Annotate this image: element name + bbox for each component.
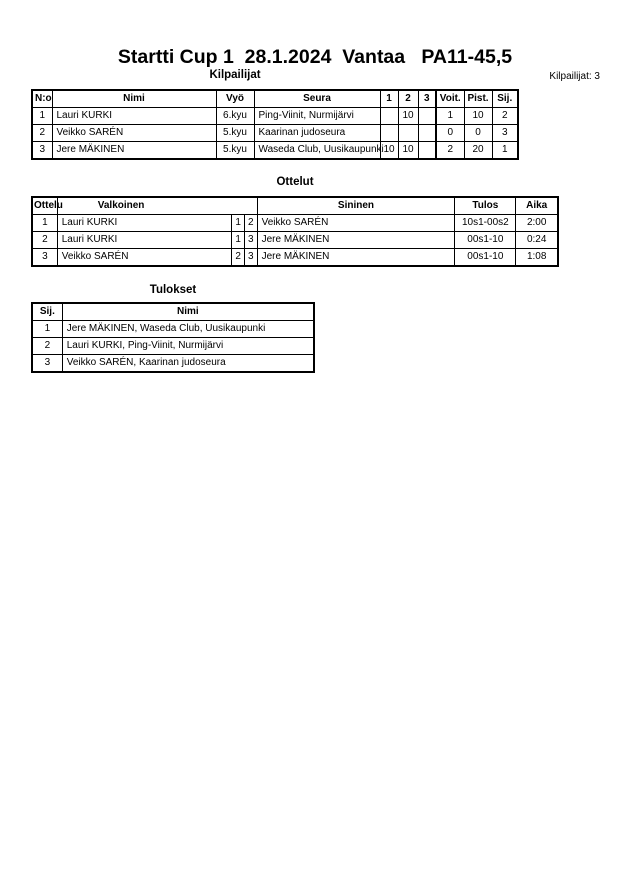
results-table	[31, 302, 315, 373]
header-name: Nimi	[62, 303, 314, 321]
header-points: Pist.	[464, 90, 492, 108]
cell-place: 2	[32, 338, 62, 355]
table-row	[32, 142, 518, 160]
cell-wins: 0	[436, 125, 464, 142]
header-match: Ottelu	[32, 197, 57, 215]
table-row	[32, 321, 314, 338]
cell-match-no: 1	[32, 215, 57, 232]
header-r3: 3	[418, 90, 436, 108]
cell-blue-no: 3	[244, 232, 257, 249]
cell-blue: Veikko SARÉN	[257, 215, 455, 232]
cell-place: 1	[32, 321, 62, 338]
cell-points: 10	[464, 108, 492, 125]
header-blue: Sininen	[257, 197, 455, 215]
table-row	[32, 215, 558, 232]
competitors-header-row	[32, 90, 518, 108]
cell-r1: 10	[380, 142, 398, 160]
cell-result: 00s1-10	[455, 232, 516, 249]
cell-place: 3	[32, 355, 62, 373]
cell-club: Waseda Club, Uusikaupunki	[254, 142, 380, 160]
cell-place: 1	[492, 142, 518, 160]
cell-time: 0:24	[516, 232, 558, 249]
cell-points: 20	[464, 142, 492, 160]
matches-header-row	[32, 197, 558, 215]
cell-name: Lauri KURKI	[52, 108, 216, 125]
header-belt: Vyö	[216, 90, 254, 108]
header-club: Seura	[254, 90, 380, 108]
cell-name: Veikko SARÉN, Kaarinan judoseura	[62, 355, 314, 373]
header-white: Valkoinen	[57, 197, 257, 215]
cell-blue: Jere MÄKINEN	[257, 249, 455, 267]
header-place: Sij.	[492, 90, 518, 108]
header-place: Sij.	[32, 303, 62, 321]
cell-r1	[380, 125, 398, 142]
table-row	[32, 108, 518, 125]
cell-result: 10s1-00s2	[455, 215, 516, 232]
header-time: Aika	[516, 197, 558, 215]
cell-wins: 2	[436, 142, 464, 160]
cell-white-no: 2	[232, 249, 245, 267]
cell-wins: 1	[436, 108, 464, 125]
cell-r2: 10	[398, 142, 418, 160]
cell-white-no: 1	[232, 215, 245, 232]
competitors-heading: Kilpailijat	[209, 69, 261, 81]
cell-club: Kaarinan judoseura	[254, 125, 380, 142]
cell-time: 2:00	[516, 215, 558, 232]
cell-belt: 5.kyu	[216, 142, 254, 160]
cell-points: 0	[464, 125, 492, 142]
header-r2: 2	[398, 90, 418, 108]
cell-place: 3	[492, 125, 518, 142]
header-name: Nimi	[52, 90, 216, 108]
cell-blue: Jere MÄKINEN	[257, 232, 455, 249]
cell-name: Lauri KURKI, Ping-Viinit, Nurmijärvi	[62, 338, 314, 355]
cell-belt: 5.kyu	[216, 125, 254, 142]
cell-place: 2	[492, 108, 518, 125]
cell-r1	[380, 108, 398, 125]
cell-no: 3	[32, 142, 52, 160]
header-r1: 1	[380, 90, 398, 108]
results-header-row	[32, 303, 314, 321]
cell-r2	[398, 125, 418, 142]
competitor-count: Kilpailijat: 3	[549, 71, 600, 82]
cell-r3	[418, 125, 436, 142]
cell-result: 00s1-10	[455, 249, 516, 267]
cell-name: Jere MÄKINEN, Waseda Club, Uusikaupunki	[62, 321, 314, 338]
cell-name: Jere MÄKINEN	[52, 142, 216, 160]
cell-white-no: 1	[232, 232, 245, 249]
competitors-table	[31, 89, 519, 160]
header-no: N:o	[32, 90, 52, 108]
cell-white: Veikko SARÉN	[57, 249, 232, 267]
results-heading: Tulokset	[149, 284, 197, 296]
cell-r3	[418, 142, 436, 160]
cell-no: 2	[32, 125, 52, 142]
matches-heading: Ottelut	[276, 176, 314, 188]
cell-belt: 6.kyu	[216, 108, 254, 125]
matches-table	[31, 196, 559, 267]
cell-no: 1	[32, 108, 52, 125]
cell-name: Veikko SARÉN	[52, 125, 216, 142]
cell-time: 1:08	[516, 249, 558, 267]
table-row	[32, 249, 558, 267]
cell-white: Lauri KURKI	[57, 232, 232, 249]
cell-white: Lauri KURKI	[57, 215, 232, 232]
header-result: Tulos	[455, 197, 516, 215]
table-row	[32, 125, 518, 142]
cell-r2: 10	[398, 108, 418, 125]
table-row	[32, 355, 314, 373]
table-row	[32, 338, 314, 355]
cell-club: Ping-Viinit, Nurmijärvi	[254, 108, 380, 125]
page-title: Startti Cup 1 28.1.2024 Vantaa PA11-45,5	[117, 46, 513, 68]
cell-match-no: 3	[32, 249, 57, 267]
cell-r3	[418, 108, 436, 125]
header-wins: Voit.	[436, 90, 464, 108]
cell-blue-no: 2	[244, 215, 257, 232]
cell-blue-no: 3	[244, 249, 257, 267]
table-row	[32, 232, 558, 249]
cell-match-no: 2	[32, 232, 57, 249]
